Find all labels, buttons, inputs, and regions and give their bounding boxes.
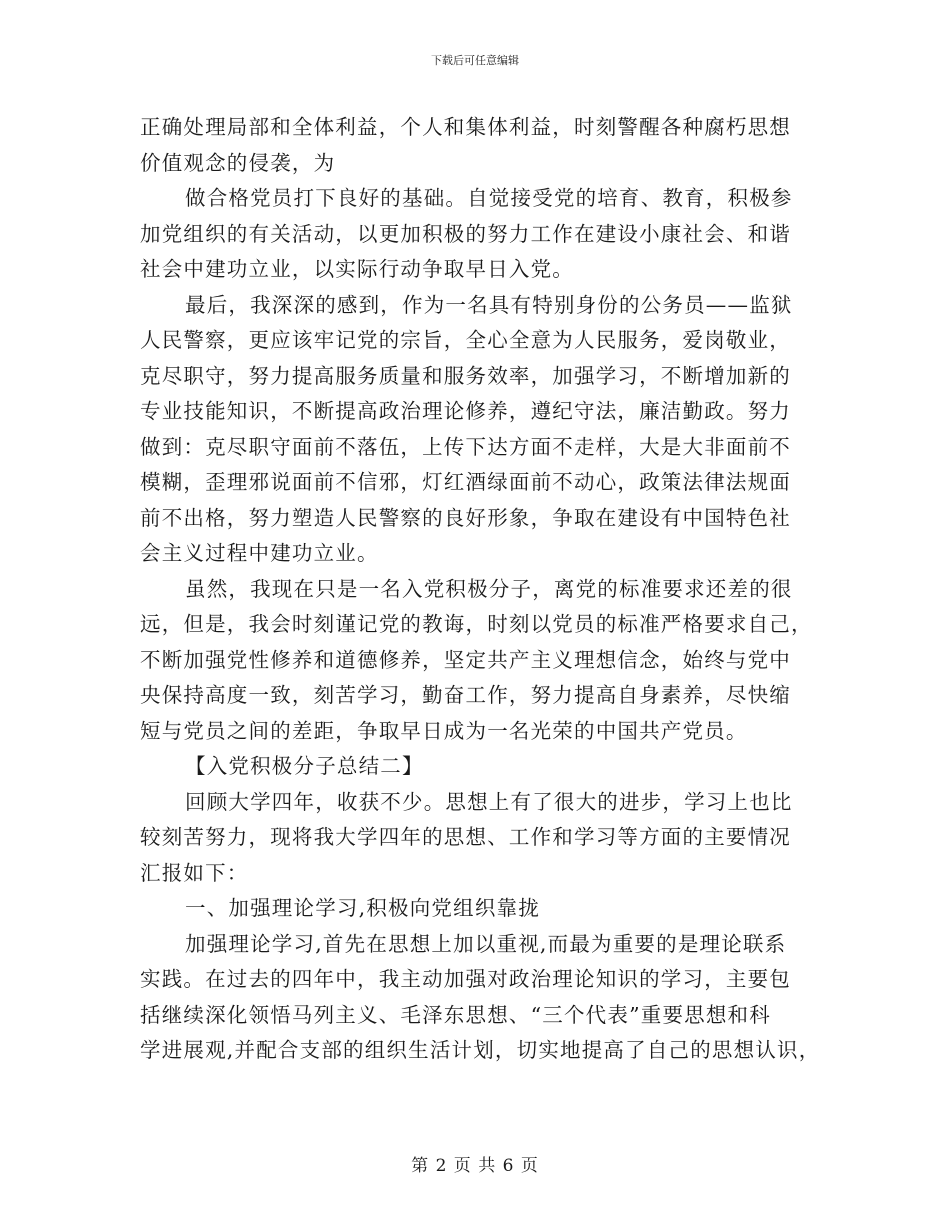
text-line: 价值观念的侵袭，为 xyxy=(140,150,336,175)
text-line: 虽然，我现在只是一名入党积极分子，离党的标准要求还差的很 xyxy=(185,576,793,601)
page-header: 下载后可任意编辑 xyxy=(431,54,519,67)
text-line: 做到：克尽职守面前不落伍，上传下达方面不走样，大是大非面前不 xyxy=(140,434,791,459)
text-line: 做合格党员打下良好的基础。自觉接受党的培育、教育，积极参 xyxy=(185,186,793,210)
text-line: 加党组织的有关活动，以更加积极的努力工作在建设小康社会、和谐 xyxy=(140,221,791,246)
text-line: 实践。在过去的四年中，我主动加强对政治理论知识的学习，主要包 xyxy=(140,967,791,991)
text-line: 不断加强党性修养和道德修养，坚定共产主义理想信念，始终与党中 xyxy=(140,647,791,672)
text-line: 模糊，歪理邪说面前不信邪，灯红酒绿面前不动心，政策法律法规面 xyxy=(140,470,791,494)
text-line: 一、加强理论学习,积极向党组织靠拢 xyxy=(185,896,540,920)
text-line: 学进展观,并配合支部的组织生活计划，切实地提高了自己的思想认识， xyxy=(140,1038,821,1062)
text-line: 汇报如下： xyxy=(140,860,249,885)
text-line: 会主义过程中建功立业。 xyxy=(140,541,379,565)
text-line: 最后，我深深的感到，作为一名具有特别身份的公务员——监狱 xyxy=(185,292,793,317)
text-line: 回顾大学四年，收获不少。思想上有了很大的进步，学习上也比 xyxy=(185,789,793,814)
text-line: 括继续深化领悟马列主义、毛泽东思想、“三个代表”重要思想和科 xyxy=(140,1002,771,1027)
text-line: 较刻苦努力，现将我大学四年的思想、工作和学习等方面的主要情况 xyxy=(140,825,791,849)
text-line: 社会中建功立业，以实际行动争取早日入党。 xyxy=(140,257,574,281)
text-line: 远，但是，我会时刻谨记党的教诲，时刻以党员的标准严格要求自己， xyxy=(140,612,813,636)
text-line: 短与党员之间的差距，争取早日成为一名光荣的中国共产党员。 xyxy=(140,718,748,743)
text-line: 克尽职守，努力提高服务质量和服务效率，加强学习，不断增加新的 xyxy=(140,363,791,388)
document-body xyxy=(140,110,820,1069)
text-line: 加强理论学习,首先在思想上加以重视,而最为重要的是理论联系 xyxy=(185,931,787,956)
text-line: 【入党积极分子总结二】 xyxy=(185,754,424,778)
text-line: 专业技能知识，不断提高政治理论修养，遵纪守法，廉洁勤政。努力 xyxy=(140,399,791,423)
text-line: 央保持高度一致，刻苦学习，勤奋工作，努力提高自身素养，尽快缩 xyxy=(140,683,791,707)
page-footer: 第 2 页 共 6 页 xyxy=(411,1156,539,1176)
text-line: 人民警察，更应该牢记党的宗旨，全心全意为人民服务，爱岗敬业， xyxy=(140,328,791,352)
text-line: 正确处理局部和全体利益，个人和集体利益，时刻警醒各种腐朽思想 xyxy=(140,115,791,139)
text-line: 前不出格，努力塑造人民警察的良好形象，争取在建设有中国特色社 xyxy=(140,505,791,530)
